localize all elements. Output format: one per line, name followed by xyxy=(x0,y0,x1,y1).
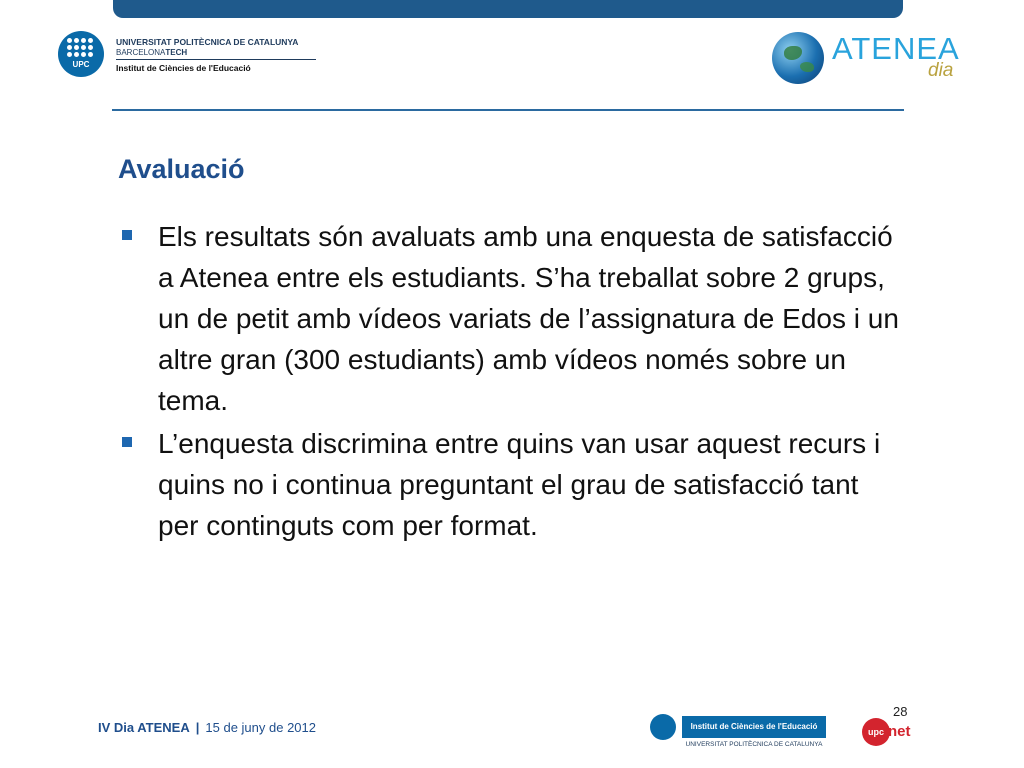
upc-abbr: UPC xyxy=(72,60,90,69)
square-bullet-icon xyxy=(122,437,132,447)
ice-label: Institut de Ciències de l'Educació xyxy=(682,716,826,738)
bullet-list xyxy=(120,216,900,548)
square-bullet-icon xyxy=(122,230,132,240)
slide-title: Avaluació xyxy=(118,154,245,185)
upc-institute-name: Institut de Ciències de l'Educació xyxy=(116,63,251,73)
atenea-wordmark: ATENEA xyxy=(832,31,960,66)
upc-barcelonatech xyxy=(116,48,187,57)
bullet-item xyxy=(120,423,900,546)
upc-tech: TECH xyxy=(165,48,188,57)
page-number: 28 xyxy=(893,704,908,719)
upc-divider xyxy=(116,59,316,60)
top-banner-bar xyxy=(113,0,903,18)
bullet-item xyxy=(120,216,900,421)
upc-university-name: UNIVERSITAT POLITÈCNICA DE CATALUNYA xyxy=(116,37,299,47)
upc-emblem-icon xyxy=(58,31,104,77)
ice-university: UNIVERSITAT POLITÈCNICA DE CATALUNYA xyxy=(685,741,823,748)
bullet-text: L’enquesta discrimina entre quins van usar aquest recurs i quins no i continua preguntant el grau de satisfacció tant per continguts com per format. xyxy=(158,428,881,541)
globe-icon xyxy=(772,32,824,84)
upcnet-text: net xyxy=(888,723,911,740)
footer-event-title: IV Dia ATENEA xyxy=(98,720,190,735)
atenea-dia-text: dia xyxy=(928,60,954,81)
footer-date: 15 de juny de 2012 xyxy=(205,720,316,735)
footer-separator: | xyxy=(195,720,200,735)
footer-ice-logo xyxy=(650,714,826,754)
upc-barcelona: BARCELONA xyxy=(116,48,166,57)
header-divider xyxy=(112,109,904,111)
bullet-text: Els resultats són avaluats amb una enquesta de satisfacció a Atenea entre els estudiants. S’ha treballat sobre 2 grups, un de petit amb vídeos variats de l’assignatura de Edos i un altre gran (300 estudiants) amb vídeos només sobre un tema. xyxy=(158,221,899,416)
upc-emblem-small-icon xyxy=(650,714,676,740)
upc-dots-icon xyxy=(67,38,95,58)
atenea-dia-logo xyxy=(770,28,970,88)
upc-logo xyxy=(58,31,318,81)
footer-event-info xyxy=(98,720,316,735)
upcnet-logo xyxy=(862,718,922,748)
upcnet-badge: upc xyxy=(862,718,890,746)
